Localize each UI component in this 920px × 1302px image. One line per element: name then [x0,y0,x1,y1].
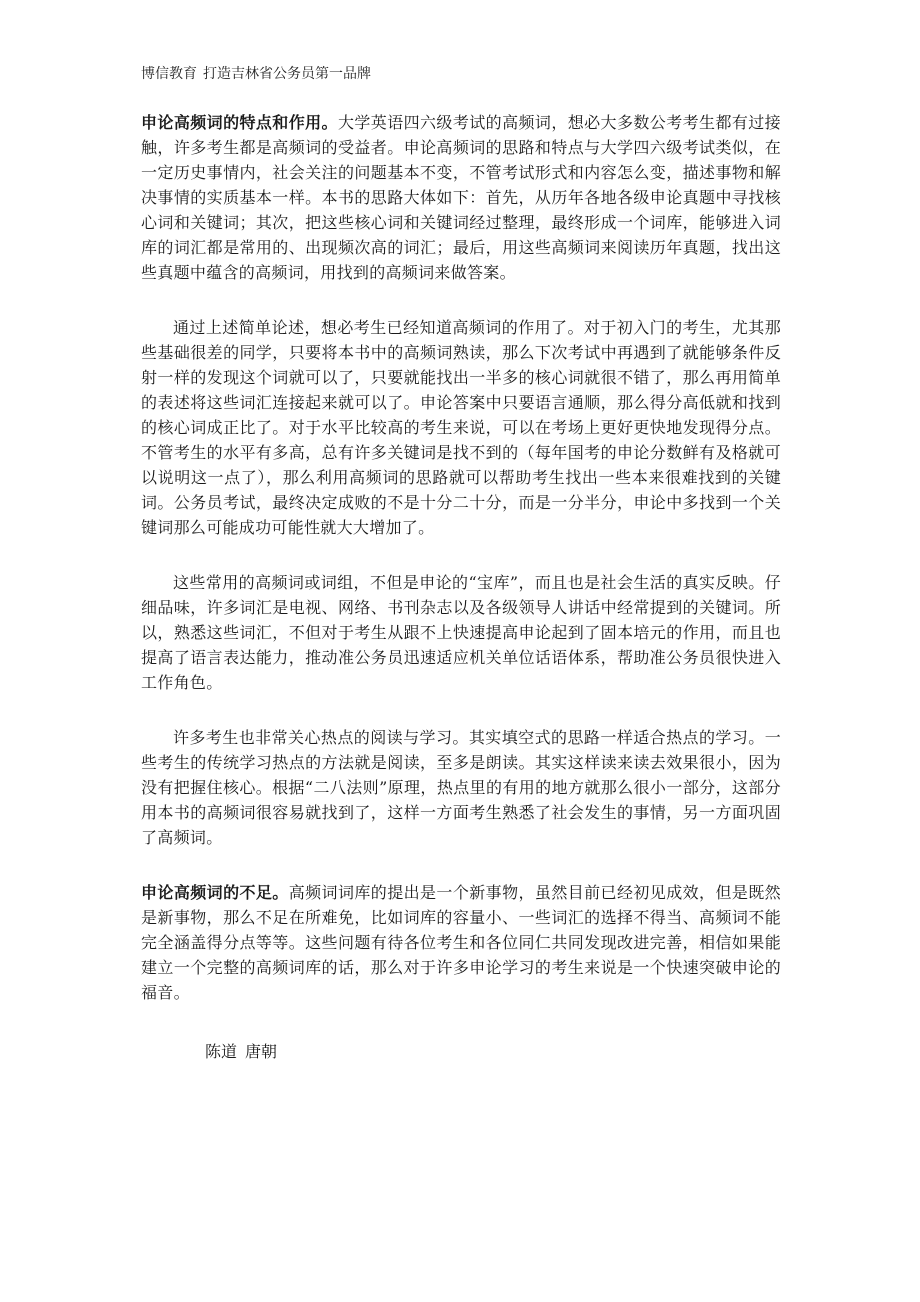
paragraph-3-text: 这些常用的高频词或词组，不但是申论的“宝库”，而且也是社会生活的真实反映。仔细品味，许多词汇是电视、网络、书刊杂志以及各级领导人讲话中经常提到的关键词。所以，熟悉这些词汇，不但对于考生从跟不上快速提高申论起到了固本培元的作用，而且也提高了语言表达能力，推动准公务员迅速适应机关单位话语体系，帮助准公务员很快进入工作角色。 [141,573,781,692]
paragraph-4-text: 许多考生也非常关心热点的阅读与学习。其实填空式的思路一样适合热点的学习。一些考生的传统学习热点的方法就是阅读，至多是朗读。其实这样读来读去效果很小，因为没有把握住核心。根据“二八法则”原理，热点里的有用的地方就那么很小一部分，这部分用本书的高频词很容易就找到了，这样一方面考生熟悉了社会发生的事情，另一方面巩固了高频词。 [141,728,781,847]
signature [205,1040,277,1064]
paragraph-1-heading: 申论高频词的特点和作用。 [141,113,338,132]
header-slogan: 打造吉林省公务员第一品牌 [203,66,371,82]
paragraph-5-heading: 申论高频词的不足。 [141,883,289,902]
paragraph-4 [141,725,781,850]
paragraph-3 [141,570,781,695]
header-org: 博信教育 [141,66,197,82]
paragraph-1 [141,110,781,285]
document-body [141,110,781,1035]
author-1: 陈道 [205,1042,238,1061]
paragraph-2 [141,315,781,540]
paragraph-5-text: 高频词词库的提出是一个新事物，虽然目前已经初见成效，但是既然是新事物，那么不足在所难免，比如词库的容量小、一些词汇的选择不得当、高频词不能完全涵盖得分点等等。这些问题有待各位考生和各位同仁共同发现改进完善，相信如果能建立一个完整的高频词库的话，那么对于许多申论学习的考生来说是一个快速突破申论的福音。 [141,883,781,1002]
author-2: 唐朝 [245,1042,278,1061]
page-header [141,64,371,84]
paragraph-5 [141,880,781,1005]
paragraph-1-text: 大学英语四六级考试的高频词，想必大多数公考考生都有过接触，许多考生都是高频词的受益者。申论高频词的思路和特点与大学四六级考试类似，在一定历史事情内，社会关注的问题基本不变，不管考试形式和内容怎么变，描述事物和解决事情的实质基本一样。本书的思路大体如下：首先，从历年各地各级申论真题中寻找核心词和关键词；其次，把这些核心词和关键词经过整理，最终形成一个词库，能够进入词库的词汇都是常用的、出现频次高的词汇；最后，用这些高频词来阅读历年真题，找出这些真题中蕴含的高频词，用找到的高频词来做答案。 [141,113,781,282]
paragraph-2-text: 通过上述简单论述，想必考生已经知道高频词的作用了。对于初入门的考生，尤其那些基础很差的同学，只要将本书中的高频词熟读，那么下次考试中再遇到了就能够条件反射一样的发现这个词就可以了，只要就能找出一半多的核心词就很不错了，那么再用简单的表述将这些词汇连接起来就可以了。申论答案中只要语言通顺，那么得分高低就和找到的核心词成正比了。对于水平比较高的考生来说，可以在考场上更好更快地发现得分点。不管考生的水平有多高，总有许多关键词是找不到的（每年国考的申论分数鲜有及格就可以说明这一点了），那么利用高频词的思路就可以帮助考生找出一些本来很难找到的关键词。公务员考试，最终决定成败的不是十分二十分，而是一分半分，申论中多找到一个关键词那么可能成功可能性就大大增加了。 [141,318,781,537]
